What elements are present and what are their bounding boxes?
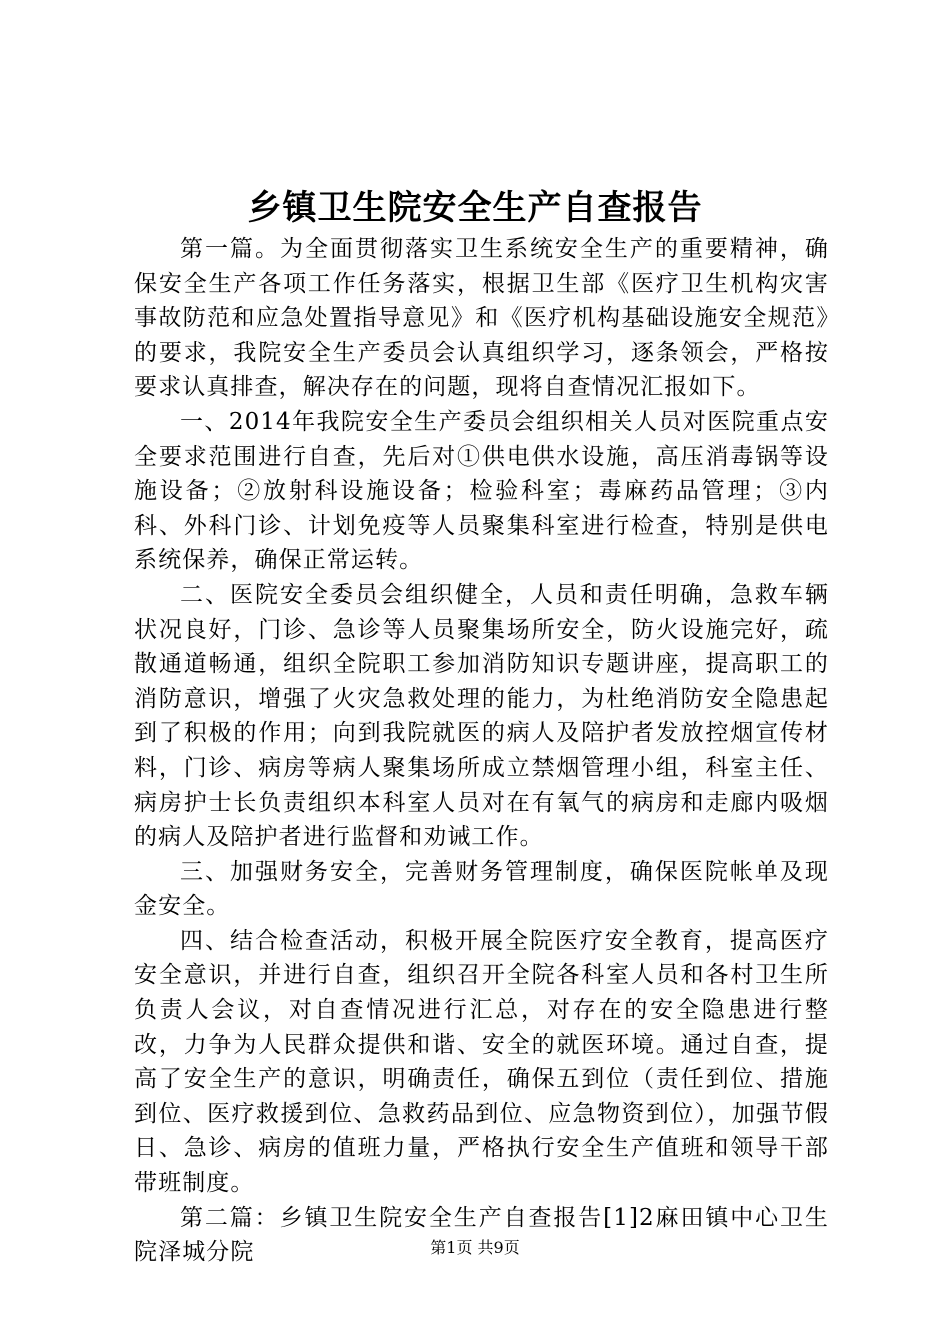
- paragraph-1: 第一篇。为全面贯彻落实卫生系统安全生产的重要精神，确保安全生产各项工作任务落实，根据卫生部《医疗卫生机构灾害事故防范和应急处置指导意见》和《医疗机构基础设施安全规范》的要求，我院安全生产委员会认真组织学习，逐条领会，严格按要求认真排查，解决存在的问题，现将自查情况汇报如下。: [134, 236, 829, 401]
- paragraph-6: 第二篇：乡镇卫生院安全生产自查报告[1]2麻田镇中心卫生院泽城分院: [134, 1204, 829, 1266]
- document-body: [134, 232, 829, 1270]
- page-footer: 第1页 共9页: [430, 1238, 520, 1257]
- document-title: 乡镇卫生院安全生产自查报告: [247, 188, 703, 228]
- paragraph-2: 一、2014年我院安全生产委员会组织相关人员对医院重点安全要求范围进行自查，先后对①供电供水设施，高压消毒锅等设施设备；②放射科设施设备；检验科室；毒麻药品管理；③内科、外科门诊、计划免疫等人员聚集科室进行检查，特别是供电系统保养，确保正常运转。: [134, 408, 829, 574]
- paragraph-3: 二、医院安全委员会组织健全，人员和责任明确，急救车辆状况良好，门诊、急诊等人员聚集场所安全，防火设施完好，疏散通道畅通，组织全院职工参加消防知识专题讲座，提高职工的消防意识，增强了火灾急救处理的能力，为杜绝消防安全隐患起到了积极的作用；向到我院就医的病人及陪护者发放控烟宣传材料，门诊、病房等病人聚集场所成立禁烟管理小组，科室主任、病房护士长负责组织本科室人员对在有氧气的病房和走廊内吸烟的病人及陪护者进行监督和劝诫工作。: [134, 581, 829, 851]
- paragraph-4: 三、加强财务安全，完善财务管理制度，确保医院帐单及现金安全。: [134, 858, 829, 920]
- paragraph-5: 四、结合检查活动，积极开展全院医疗安全教育，提高医疗安全意识，并进行自查，组织召开全院各科室人员和各村卫生所负责人会议，对自查情况进行汇总，对存在的安全隐患进行整改，力争为人民群众提供和谐、安全的就医环境。通过自查，提高了安全生产的意识，明确责任，确保五到位（责任到位、措施到位、医疗救援到位、急救药品到位、应急物资到位），加强节假日、急诊、病房的值班力量，严格执行安全生产值班和领导干部带班制度。: [134, 927, 829, 1197]
